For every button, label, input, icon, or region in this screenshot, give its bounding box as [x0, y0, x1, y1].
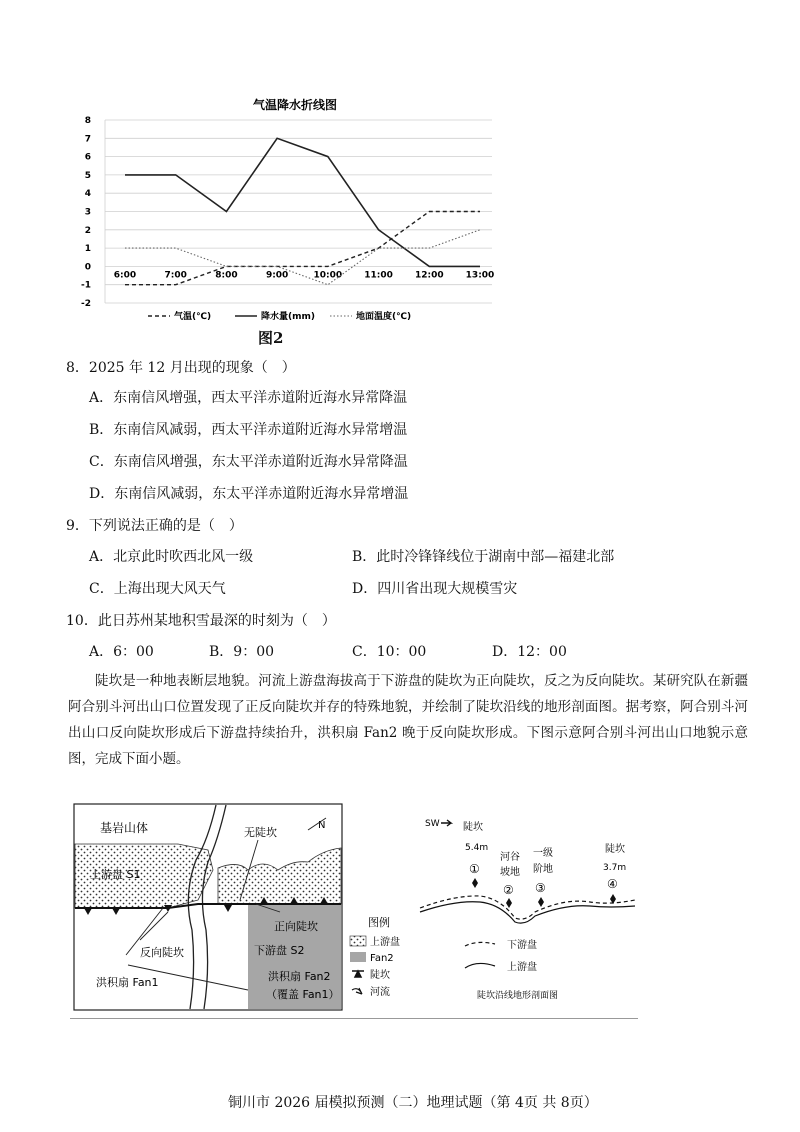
q8-option-a[interactable]: A．东南信风增强，西太平洋赤道附近海水异常降温	[89, 390, 408, 406]
legend-river: 河流	[370, 987, 390, 998]
q10-stem: 10．此日苏州某地积雪最深的时刻为（ ）	[66, 613, 336, 629]
y-tick-label: -2	[81, 299, 91, 309]
marker-2-icon	[506, 898, 512, 908]
q9-option-a[interactable]: A．北京此时吹西北风一级	[89, 549, 254, 565]
terrace-bottom: 阶地	[533, 864, 553, 875]
x-tick-label: 13:00	[465, 270, 495, 281]
q8-option-b[interactable]: B．东南信风减弱，西太平洋赤道附近海水异常增温	[89, 422, 408, 438]
x-tick-label: 8:00	[215, 270, 238, 281]
q10-option-d[interactable]: D．12：00	[492, 644, 567, 660]
y-tick-label: 3	[84, 207, 91, 218]
legend-down-line	[465, 942, 495, 946]
scarp4-label: 陡坎	[605, 844, 625, 855]
y-tick-label: 0	[84, 262, 91, 273]
x-tick-label: 10:00	[313, 270, 343, 281]
legend-swatch-fan2	[350, 952, 366, 962]
chart-title: 气温降水折线图	[252, 98, 338, 112]
positive-scarp-label: 正向陡坎	[274, 920, 318, 933]
profile-upstream-line	[420, 902, 635, 923]
line-chart	[60, 95, 510, 325]
scarp1-label: 陡坎	[463, 822, 483, 833]
direction-arrow-icon	[441, 820, 451, 826]
bedrock-label: 基岩山体	[100, 821, 149, 835]
legend-label: 气温(℃)	[174, 312, 212, 322]
legend-river-icon	[352, 988, 362, 994]
q9-option-c[interactable]: C．上海出现大风天气	[89, 581, 226, 597]
q8-option-d[interactable]: D．东南信风减弱，东太平洋赤道附近海水异常增温	[89, 486, 409, 502]
marker-4: ④	[607, 877, 618, 891]
legend-fan2: Fan2	[370, 953, 394, 964]
profile-caption: 陡坎沿线地形剖面图	[477, 991, 559, 1001]
y-tick-label: 5	[84, 170, 91, 181]
q10-option-b[interactable]: B．9：00	[209, 644, 275, 660]
terrace-top: 一级	[533, 848, 553, 859]
legend-up-line	[465, 963, 495, 968]
legend-title: 图例	[368, 916, 390, 929]
valley-bottom: 坡地	[500, 867, 520, 878]
legend-down: 下游盘	[507, 940, 537, 951]
marker-1: ①	[469, 862, 480, 876]
no-scarp-label: 无陡坎	[244, 826, 277, 839]
q10-option-a[interactable]: A．6：00	[89, 644, 154, 660]
y-tick-label: 2	[84, 225, 91, 236]
downstream-label: 下游盘 S2	[254, 944, 305, 957]
y-tick-label: 7	[84, 134, 91, 145]
y-tick-label: 1	[84, 244, 91, 255]
y-tick-label: 6	[84, 152, 91, 163]
profile-direction: SW	[425, 819, 440, 829]
q8-option-c[interactable]: C．东南信风增强，东太平洋赤道附近海水异常降温	[89, 454, 408, 470]
legend-scarp-icon	[352, 971, 364, 977]
north-label: N	[318, 820, 326, 831]
x-tick-label: 6:00	[113, 270, 137, 281]
valley-top: 河谷	[500, 852, 520, 863]
upstream-label: 上游盘 S1	[90, 868, 141, 881]
legend-label: 地面温度(℃)	[356, 312, 412, 322]
q8-stem: 8．2025 年 12 月出现的现象（ ）	[66, 360, 296, 376]
y-tick-label: -1	[81, 280, 91, 291]
y-tick-label: 4	[84, 189, 91, 200]
marker-1-icon	[472, 878, 478, 888]
scarp4-height: 3.7m	[603, 863, 627, 873]
page-footer: 铜川市 2026 届模拟预测（二）地理试题（第 4页 共 8页）	[228, 1095, 598, 1111]
x-tick-label: 12:00	[414, 270, 444, 281]
q9-option-d[interactable]: D．四川省出现大规模雪灾	[352, 581, 518, 597]
landform-map	[68, 800, 413, 1020]
q9-option-b[interactable]: B．此时冷锋锋线位于湖南中部—福建北部	[352, 549, 615, 565]
fan2-label: 洪积扇 Fan2	[268, 970, 331, 983]
legend-up: 上游盘	[507, 962, 537, 973]
q10-option-c[interactable]: C．10：00	[352, 644, 427, 660]
figure-bottom-rule	[70, 1018, 638, 1019]
legend-label: 降水量(mm)	[261, 312, 315, 322]
marker-2: ②	[503, 883, 514, 897]
x-tick-label: 7:00	[164, 270, 187, 281]
q9-stem: 9．下列说法正确的是（ ）	[66, 518, 243, 534]
y-tick-label: 8	[84, 116, 91, 126]
x-tick-label: 11:00	[364, 270, 393, 281]
reverse-scarp-label: 反向陡坎	[140, 946, 184, 959]
legend-scarp: 陡坎	[370, 970, 390, 981]
legend-upstream: 上游盘	[370, 937, 400, 948]
scarp1-height: 5.4m	[465, 843, 489, 853]
fan2-cover-label: （覆盖 Fan1）	[266, 988, 340, 1001]
legend-swatch-upstream	[350, 936, 366, 946]
passage: 陡坎是一种地表断层地貌。河流上游盘海拔高于下游盘的陡坎为正向陡坎，反之为反向陡坎。某研究队在新疆阿合别斗河出山口位置发现了正反向陡坎并存的特殊地貌，并绘制了陡坎沿线的地形剖面图。据考察，阿合别斗河出山口反向陡坎形成后下游盘持续抬升，洪积扇 Fan2 晚于反向陡坎形成。下图示意阿合别斗河出山口地貌示意图，完成下面小题。	[68, 673, 748, 767]
series-line	[125, 138, 480, 266]
figure-caption: 图2	[258, 329, 284, 347]
profile-downstream-line	[420, 896, 635, 919]
marker-3: ③	[535, 881, 546, 895]
fan1-label: 洪积扇 Fan1	[96, 976, 159, 989]
x-tick-label: 9:00	[265, 270, 289, 281]
terrain-profile	[415, 800, 640, 1020]
marker-3-icon	[538, 897, 544, 907]
